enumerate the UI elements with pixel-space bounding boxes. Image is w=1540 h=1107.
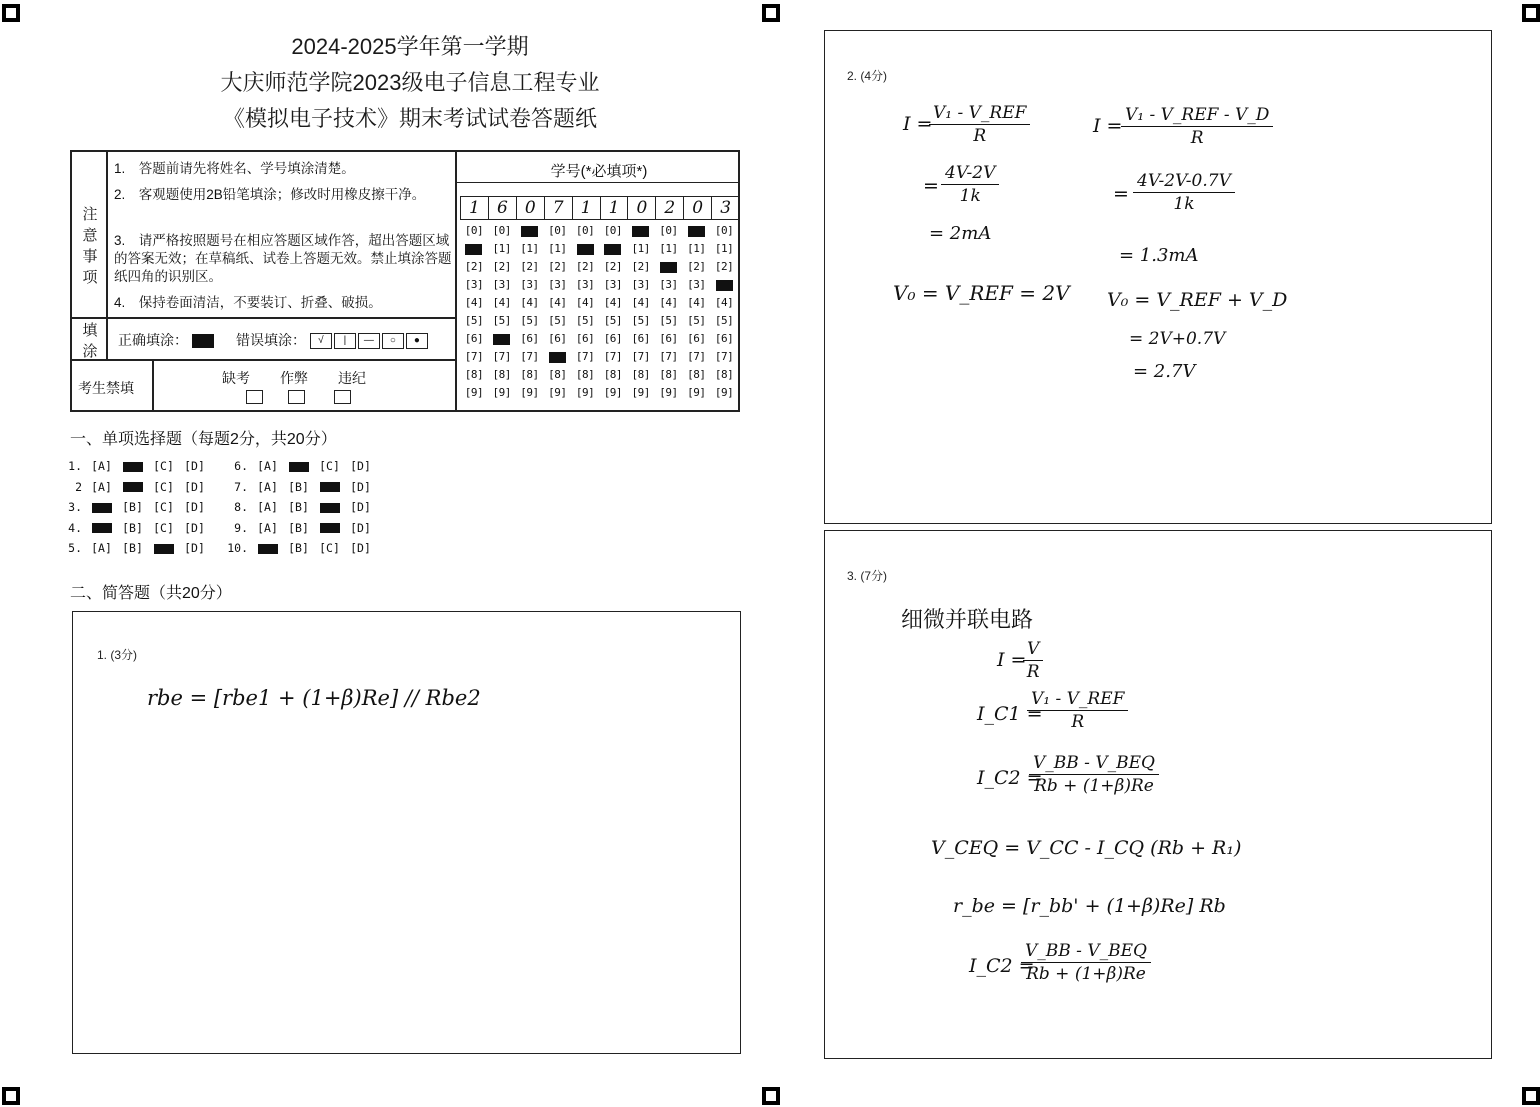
choice-question-row <box>226 541 376 555</box>
student-id-bubble[interactable]: [7] <box>575 350 595 363</box>
student-id-bubble[interactable]: [5] <box>464 314 484 327</box>
student-id-bubble[interactable]: [0] <box>714 224 734 237</box>
student-id-bubble[interactable]: [4] <box>687 296 706 309</box>
student-id-bubble-row <box>460 330 738 348</box>
notice-item-2: 2. 客观题使用2B铅笔填涂；修改时用橡皮擦干净。 <box>114 187 426 202</box>
student-id-bubble[interactable]: [3] <box>548 278 567 291</box>
q1-handwritten-answer: rbe = [rbe1 + (1+β)Re] // Rbe2 <box>147 686 481 710</box>
student-id-bubble[interactable]: [4] <box>548 296 567 309</box>
q3-eq1-denominator: R <box>1026 662 1040 682</box>
correct-fill-label: 正确填涂： <box>118 332 188 348</box>
student-id-bubble[interactable]: [8] <box>548 368 567 381</box>
choice-question-row <box>226 459 376 473</box>
student-id-bubble[interactable]: [4] <box>520 296 539 309</box>
student-id-bubble[interactable]: [2] <box>631 260 650 273</box>
student-id-digit-cell: 1 <box>573 197 601 219</box>
student-id-bubble[interactable]: [3] <box>520 278 539 291</box>
student-id-bubble[interactable]: [4] <box>603 296 623 309</box>
q3-eq2-denominator: R <box>1071 712 1085 732</box>
choice-question-number: 6. <box>234 459 248 473</box>
student-id-bubble-filled[interactable] <box>543 348 571 366</box>
student-id-bubble[interactable]: [9] <box>631 386 650 399</box>
student-id-bubble[interactable]: [1] <box>548 242 567 255</box>
q2-left-eq1-lhs: I = <box>903 113 933 135</box>
choice-option[interactable]: [B] <box>122 500 143 514</box>
student-id-bubble[interactable]: [1] <box>631 242 650 255</box>
student-id-bubble-filled[interactable] <box>599 240 627 258</box>
student-id-digit-cell: 7 <box>545 197 573 219</box>
student-id-bubble[interactable]: [7] <box>714 350 734 363</box>
student-id-bubble[interactable]: [0] <box>603 224 623 237</box>
choice-option[interactable]: [A] <box>91 459 112 473</box>
student-id-bubble[interactable]: [3] <box>631 278 650 291</box>
student-id-bubble-filled[interactable] <box>682 222 710 240</box>
choice-option[interactable]: [B] <box>288 520 309 535</box>
q2-right-eq5: = 2V+0.7V <box>1129 329 1226 349</box>
student-id-bubble[interactable]: [9] <box>464 386 484 399</box>
student-id-bubble[interactable]: [8] <box>659 368 678 381</box>
student-id-bubble[interactable]: [4] <box>575 296 595 309</box>
choice-question-number: 10. <box>227 541 248 555</box>
student-id-bubble[interactable]: [2] <box>575 260 595 273</box>
wrong-mark-bar-icon: | <box>334 333 356 349</box>
q2-label: 2. (4分) <box>847 69 888 83</box>
cheating-label: 作弊 <box>280 370 308 386</box>
q2-left-eq1-denominator: R <box>973 126 987 146</box>
q3-answer-box[interactable] <box>824 530 1492 1059</box>
choice-option[interactable]: [D] <box>184 459 205 473</box>
student-id-bubble[interactable]: [7] <box>659 350 678 363</box>
student-id-bubble[interactable]: [4] <box>464 296 484 309</box>
q2-left-eq2-numerator: 4V-2V <box>941 163 999 185</box>
q2-left-eq1-fraction <box>929 103 1030 146</box>
student-id-bubble[interactable]: [8] <box>687 368 706 381</box>
choice-option[interactable]: [B] <box>122 520 143 535</box>
student-id-bubble-row <box>460 258 738 276</box>
q2-right-eq1-lhs: I = <box>1093 115 1123 137</box>
student-id-bubble[interactable]: [3] <box>687 278 706 291</box>
choice-question-number: 1. <box>68 459 82 473</box>
q3-eq6-denominator: Rb + (1+β)Re <box>1026 964 1146 984</box>
student-id-digit-cell: 2 <box>656 197 684 219</box>
student-id-bubble-filled[interactable] <box>710 276 738 294</box>
corner-mark-bottom-middle <box>762 1087 780 1105</box>
student-id-bubble[interactable]: [7] <box>603 350 623 363</box>
corner-mark-bottom-left <box>2 1087 20 1105</box>
student-id-bubble[interactable]: [8] <box>492 368 511 381</box>
student-id-bubble[interactable]: [0] <box>492 224 511 237</box>
choice-question-row <box>226 480 376 494</box>
choice-question-row <box>60 521 210 535</box>
choice-option[interactable]: [A] <box>257 479 278 494</box>
choice-option[interactable]: [D] <box>184 520 205 535</box>
choice-option-filled[interactable] <box>252 541 283 555</box>
wrong-fill-label: 错误填涂： <box>236 332 306 348</box>
q2-left-eq4: V₀ = V_REF = 2V <box>893 281 1070 305</box>
student-id-bubble-filled[interactable] <box>655 258 683 276</box>
choice-option[interactable]: [C] <box>319 459 340 473</box>
student-id-bubble[interactable]: [4] <box>631 296 650 309</box>
absent-checkbox[interactable] <box>246 390 263 404</box>
q3-eq6-numerator: V_BB - V_BEQ <box>1021 941 1151 963</box>
cheating-checkbox[interactable] <box>288 390 305 404</box>
choice-option[interactable]: [B] <box>288 541 309 555</box>
choice-option[interactable]: [D] <box>350 520 371 535</box>
student-id-bubble-row <box>460 276 738 294</box>
choice-option[interactable]: [A] <box>91 541 112 555</box>
student-id-bubble[interactable]: [4] <box>714 296 734 309</box>
student-id-bubble-filled[interactable] <box>627 222 655 240</box>
student-id-bubble[interactable]: [2] <box>464 260 484 273</box>
student-id-bubble[interactable]: [1] <box>520 242 539 255</box>
student-id-bubble[interactable]: [0] <box>575 224 595 237</box>
notice-table <box>70 150 740 412</box>
q2-left-eq1-numerator: V₁ - V_REF <box>929 103 1030 125</box>
choice-question-number: 7. <box>234 479 248 494</box>
q3-eq1-fraction <box>1023 639 1043 682</box>
student-id-bubble[interactable]: [8] <box>603 368 623 381</box>
q1-answer-box[interactable] <box>72 611 741 1054</box>
choice-option-filled[interactable] <box>86 500 117 514</box>
semester-title: 2024-2025学年第一学期 <box>291 34 529 59</box>
student-id-bubble[interactable]: [7] <box>687 350 706 363</box>
student-id-digit-cell: 1 <box>461 197 489 219</box>
choice-option[interactable]: [D] <box>184 500 205 514</box>
choice-question-row <box>60 459 210 473</box>
student-id-bubble[interactable]: [5] <box>714 314 734 327</box>
student-id-bubble[interactable]: [8] <box>714 368 734 381</box>
choice-option-filled[interactable] <box>117 480 148 494</box>
student-id-bubble-row <box>460 348 738 366</box>
student-id-digit-cell: 0 <box>684 197 712 219</box>
q2-left-eq2-lhs: = <box>923 175 939 197</box>
choice-option[interactable]: [A] <box>257 520 278 535</box>
q2-right-eq6: = 2.7V <box>1133 361 1196 382</box>
student-id-bubble[interactable]: [5] <box>687 314 706 327</box>
choice-question-number: 3. <box>68 500 82 514</box>
student-id-digit-row <box>460 196 740 220</box>
choice-option-filled[interactable] <box>148 541 179 555</box>
choice-option[interactable]: [D] <box>350 500 371 514</box>
student-id-bubble[interactable]: [9] <box>714 386 734 399</box>
q1-label: 1. (3分) <box>97 648 138 662</box>
student-id-bubble[interactable]: [7] <box>492 350 511 363</box>
student-id-bubble[interactable]: [1] <box>714 242 734 255</box>
student-id-bubble[interactable]: [9] <box>659 386 678 399</box>
student-id-bubble[interactable]: [5] <box>631 314 650 327</box>
student-id-bubble[interactable]: [0] <box>659 224 678 237</box>
student-id-bubble[interactable]: [5] <box>659 314 678 327</box>
q2-right-eq2-numerator: 4V-2V-0.7V <box>1133 171 1235 193</box>
notice-item-3: 3. 请严格按照题号在相应答题区域作答，超出答题区域的答案无效；在草稿纸、试卷上答题无效。禁止填涂答题纸四角的识别区。 <box>114 233 452 284</box>
student-id-bubble[interactable]: [2] <box>548 260 567 273</box>
choice-question-row <box>60 480 210 494</box>
student-id-bubble[interactable]: [5] <box>575 314 595 327</box>
student-id-bubble[interactable]: [6] <box>714 332 734 345</box>
choice-option[interactable]: [C] <box>153 459 174 473</box>
q3-eq1-numerator: V <box>1023 639 1043 661</box>
choice-option[interactable]: [C] <box>153 479 174 494</box>
q3-eq2-numerator: V₁ - V_REF <box>1027 689 1128 711</box>
section2-title: 二、简答题（共20分） <box>70 585 232 602</box>
student-id-bubble[interactable]: [6] <box>659 332 678 345</box>
q2-right-eq3: = 1.3mA <box>1119 245 1199 266</box>
q2-right-eq4: V₀ = V_REF + V_D <box>1107 289 1288 311</box>
q3-eq5: r_be = [r_bb' + (1+β)Re] Rb <box>953 895 1226 917</box>
student-id-bubble[interactable]: [5] <box>603 314 623 327</box>
student-id-bubble[interactable]: [7] <box>520 350 539 363</box>
choice-option-filled[interactable] <box>117 459 148 473</box>
student-id-bubble-row <box>460 222 738 240</box>
student-id-bubble[interactable]: [2] <box>714 260 734 273</box>
student-id-bubble-grid <box>460 222 738 402</box>
choice-question-number: 2 <box>75 479 82 494</box>
student-id-bubble[interactable]: [6] <box>520 332 539 345</box>
violation-checkbox[interactable] <box>334 390 351 404</box>
q2-right-eq1-fraction <box>1121 105 1273 148</box>
student-id-bubble[interactable]: [9] <box>687 386 706 399</box>
correct-fill-example <box>118 330 214 350</box>
student-id-bubble-filled[interactable] <box>460 240 488 258</box>
wrong-mark-dash-icon: — <box>358 333 380 349</box>
student-id-bubble-filled[interactable] <box>516 222 544 240</box>
student-id-bubble[interactable]: [3] <box>492 278 511 291</box>
q3-label: 3. (7分) <box>847 569 888 583</box>
student-id-bubble[interactable]: [9] <box>575 386 595 399</box>
q3-eq6-lhs: I_C2 = <box>969 955 1035 977</box>
choice-question-number: 5. <box>68 541 82 555</box>
q3-eq2-fraction <box>1027 689 1128 732</box>
student-id-bubble-row <box>460 384 738 402</box>
student-id-bubble[interactable]: [2] <box>520 260 539 273</box>
choice-option[interactable]: [D] <box>350 459 371 473</box>
student-id-bubble[interactable]: [2] <box>492 260 511 273</box>
violation-label: 违纪 <box>338 370 366 386</box>
q2-left-eq2-fraction <box>941 163 999 206</box>
q2-left-eq3: = 2mA <box>929 223 992 244</box>
absent-label: 缺考 <box>222 370 250 386</box>
choice-option-filled[interactable] <box>283 459 314 473</box>
choice-option[interactable]: [D] <box>184 541 205 555</box>
student-id-digit-cell: 6 <box>489 197 517 219</box>
student-id-bubble[interactable]: [9] <box>492 386 511 399</box>
student-id-bubble[interactable]: [7] <box>631 350 650 363</box>
wrong-mark-circle-icon: ○ <box>382 333 404 349</box>
student-id-bubble[interactable]: [3] <box>464 278 484 291</box>
student-id-bubble[interactable]: [3] <box>603 278 623 291</box>
corner-mark-top-middle <box>762 4 780 22</box>
choice-question-number: 8. <box>234 500 248 514</box>
choice-question-row <box>60 500 210 514</box>
student-id-bubble[interactable]: [9] <box>603 386 623 399</box>
choice-option[interactable]: [C] <box>319 541 340 555</box>
student-id-bubble-row <box>460 312 738 330</box>
choice-option-filled[interactable] <box>86 521 117 535</box>
choice-option[interactable]: [A] <box>91 479 112 494</box>
choice-option[interactable]: [D] <box>350 479 371 494</box>
notice-label: 注 意 事 项 <box>82 206 98 286</box>
choice-question-row <box>226 521 376 535</box>
choice-question-number: 4. <box>68 520 82 535</box>
student-id-bubble[interactable]: [3] <box>575 278 595 291</box>
student-id-bubble[interactable]: [1] <box>687 242 706 255</box>
q2-right-eq1-denominator: R <box>1190 128 1204 148</box>
student-id-digit-cell: 1 <box>601 197 629 219</box>
fill-label: 填 涂 <box>82 322 98 360</box>
student-id-bubble[interactable]: [9] <box>548 386 567 399</box>
q2-right-eq2-denominator: 1k <box>1173 194 1195 214</box>
q2-answer-box[interactable] <box>824 30 1492 524</box>
student-id-bubble[interactable]: [6] <box>603 332 623 345</box>
choice-option[interactable]: [A] <box>257 459 278 473</box>
exam-title: 《模拟电子技术》期末考试试卷答题纸 <box>222 106 597 131</box>
student-id-bubble[interactable]: [4] <box>659 296 678 309</box>
student-id-bubble[interactable]: [0] <box>464 224 484 237</box>
student-id-bubble-row <box>460 240 738 258</box>
student-id-bubble[interactable]: [1] <box>659 242 678 255</box>
student-id-digit-cell: 0 <box>628 197 656 219</box>
q3-eq3-fraction <box>1029 753 1159 796</box>
student-id-bubble[interactable]: [6] <box>575 332 595 345</box>
choice-option[interactable]: [C] <box>153 520 174 535</box>
choice-option[interactable]: [D] <box>350 541 371 555</box>
notice-item-1: 1. 答题前请先将姓名、学号填涂清楚。 <box>114 161 355 176</box>
q3-eq3-lhs: I_C2 = <box>977 767 1043 789</box>
student-id-bubble[interactable]: [6] <box>548 332 567 345</box>
corner-mark-bottom-right <box>1522 1087 1540 1105</box>
student-id-bubble-filled[interactable] <box>488 330 516 348</box>
student-id-bubble[interactable]: [5] <box>492 314 511 327</box>
student-id-bubble[interactable]: [8] <box>631 368 650 381</box>
choice-option-filled[interactable] <box>314 521 345 535</box>
q3-eq1-lhs: I = <box>997 649 1027 671</box>
student-id-bubble[interactable]: [0] <box>548 224 567 237</box>
solid-fill-mark <box>192 334 214 348</box>
choice-question-row <box>226 500 376 514</box>
student-id-bubble[interactable]: [1] <box>492 242 511 255</box>
student-id-bubble[interactable]: [6] <box>464 332 484 345</box>
choice-option[interactable]: [A] <box>257 500 278 514</box>
q2-right-eq2-lhs: = <box>1113 183 1129 205</box>
notice-item-4: 4. 保持卷面清洁，不要装订、折叠、破损。 <box>114 295 382 310</box>
q3-eq6-fraction <box>1021 941 1151 984</box>
q3-eq2-lhs: I_C1 = <box>977 703 1043 725</box>
student-id-bubble[interactable]: [6] <box>631 332 650 345</box>
section1-title: 一、单项选择题（每题2分，共20分） <box>70 431 337 448</box>
department-title: 大庆师范学院2023级电子信息工程专业 <box>220 70 600 95</box>
q3-title: 细微并联电路 <box>901 608 1034 633</box>
student-id-bubble-row <box>460 294 738 312</box>
proctor-label: 考生禁填 <box>78 380 134 396</box>
student-id-bubble[interactable]: [9] <box>520 386 539 399</box>
wrong-fill-example <box>236 330 430 350</box>
student-id-bubble[interactable]: [2] <box>687 260 706 273</box>
student-id-bubble-filled[interactable] <box>571 240 599 258</box>
corner-mark-top-left <box>2 4 20 22</box>
student-id-title: 学号(*必填项*) <box>550 163 648 180</box>
choice-option-filled[interactable] <box>314 480 345 494</box>
choice-option[interactable]: [B] <box>288 500 309 514</box>
q2-right-eq2-fraction <box>1133 171 1235 214</box>
student-id-bubble[interactable]: [8] <box>575 368 595 381</box>
choice-option[interactable]: [D] <box>184 479 205 494</box>
student-id-bubble[interactable]: [5] <box>520 314 539 327</box>
q3-eq3-denominator: Rb + (1+β)Re <box>1034 776 1154 796</box>
choice-option[interactable]: [C] <box>153 500 174 514</box>
student-id-bubble[interactable]: [3] <box>659 278 678 291</box>
student-id-digit-cell: 3 <box>720 198 732 218</box>
student-id-bubble[interactable]: [7] <box>464 350 484 363</box>
wrong-mark-check-icon: √ <box>310 333 332 349</box>
student-id-bubble[interactable]: [6] <box>687 332 706 345</box>
choice-option[interactable]: [B] <box>122 541 143 555</box>
q2-left-eq2-denominator: 1k <box>959 186 981 206</box>
q3-eq4: V_CEQ = V_CC - I_CQ (Rb + R₁) <box>931 837 1242 859</box>
choice-option[interactable]: [B] <box>288 479 309 494</box>
student-id-bubble[interactable]: [2] <box>603 260 623 273</box>
student-id-bubble-row <box>460 366 738 384</box>
q2-right-eq1-numerator: V₁ - V_REF - V_D <box>1121 105 1273 127</box>
q3-eq3-numerator: V_BB - V_BEQ <box>1029 753 1159 775</box>
choice-question-row <box>60 541 210 555</box>
choice-option-filled[interactable] <box>314 500 345 514</box>
student-id-bubble[interactable]: [5] <box>548 314 567 327</box>
student-id-bubble[interactable]: [8] <box>520 368 539 381</box>
choice-question-number: 9. <box>234 520 248 535</box>
corner-mark-top-right <box>1522 4 1540 22</box>
student-id-digit-cell: 0 <box>517 197 545 219</box>
wrong-mark-dot-icon: ● <box>406 333 428 349</box>
student-id-bubble[interactable]: [8] <box>464 368 484 381</box>
student-id-bubble[interactable]: [4] <box>492 296 511 309</box>
